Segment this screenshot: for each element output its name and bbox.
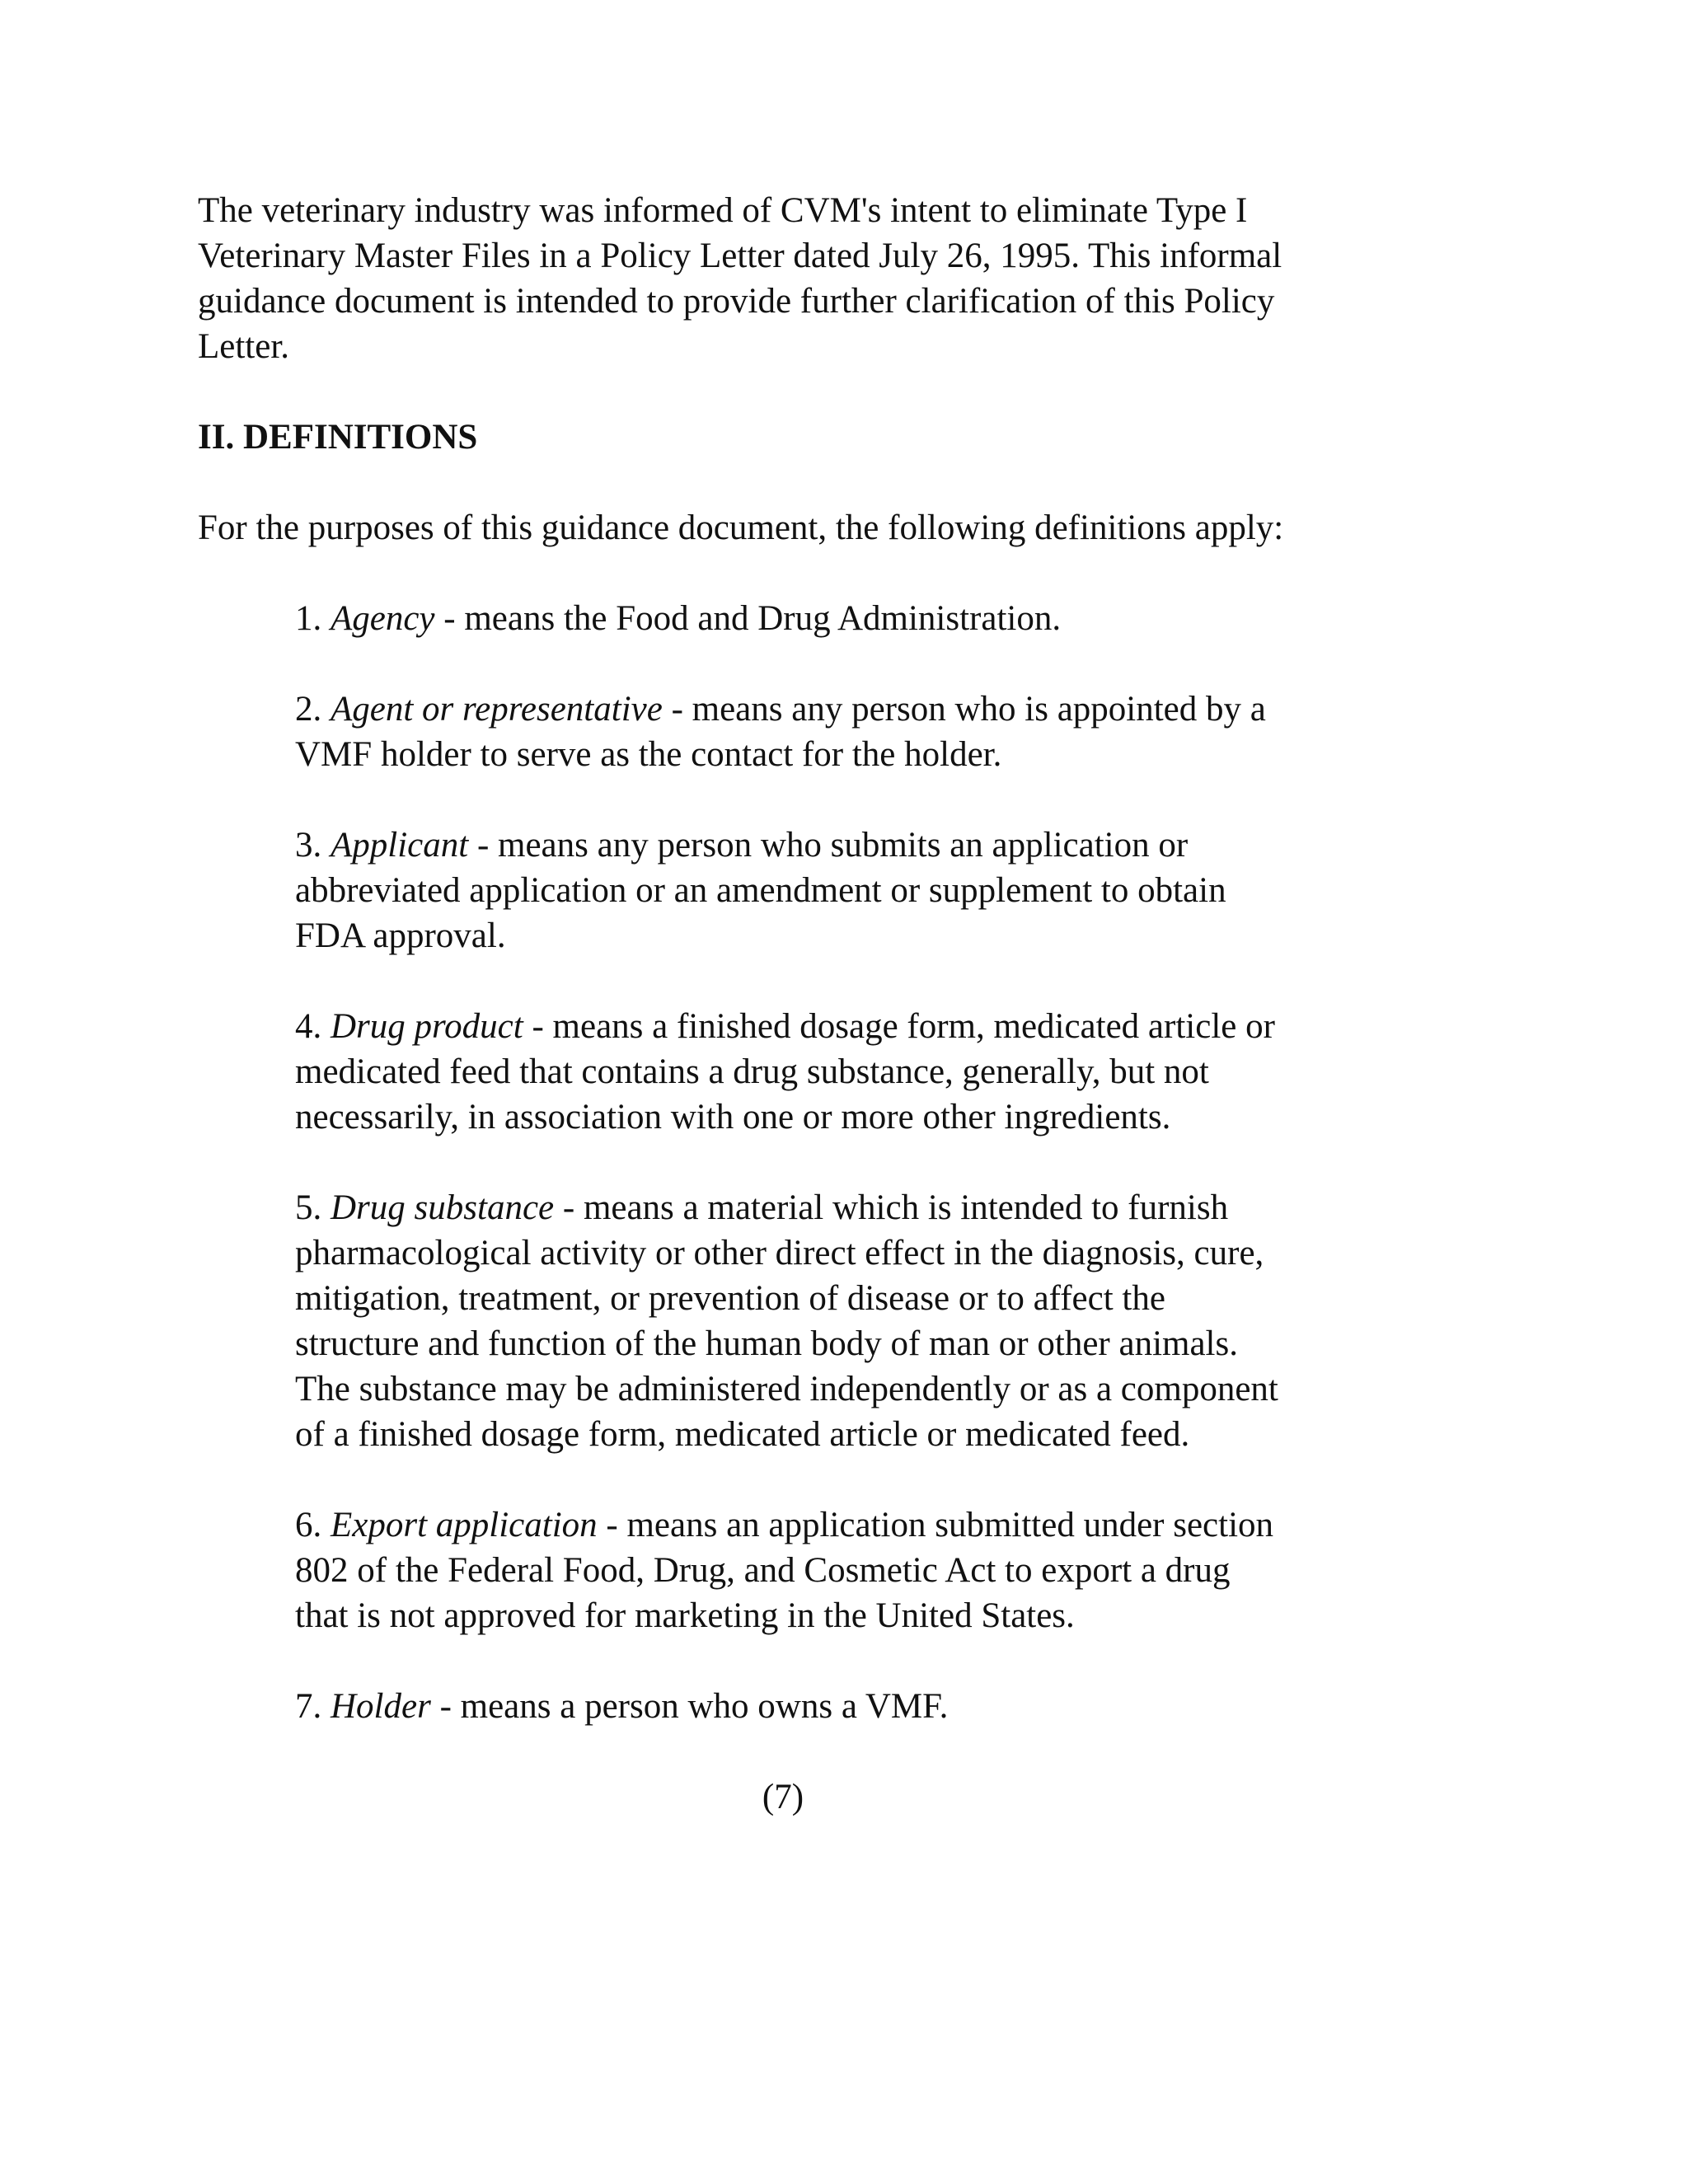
definition-term: Drug substance bbox=[331, 1188, 555, 1227]
definition-number: 6. bbox=[295, 1506, 331, 1544]
definition-text: - means the Food and Drug Administration. bbox=[434, 599, 1062, 638]
definition-number: 3. bbox=[295, 826, 331, 865]
definition-number: 2. bbox=[295, 690, 331, 729]
definition-item bbox=[295, 1502, 1449, 1638]
definition-term: Applicant bbox=[331, 826, 469, 865]
definition-item bbox=[295, 823, 1449, 958]
definition-text: - means an application submitted under section 802 of the Federal Food, Drug, and Cosmetic Act to export a drug that is not approved for marketing in the United States. bbox=[295, 1506, 1274, 1635]
definition-item bbox=[295, 1004, 1449, 1140]
definition-term: Agency bbox=[331, 599, 435, 638]
definition-item bbox=[295, 596, 1449, 641]
definition-term: Agent or representative bbox=[331, 690, 663, 729]
section-heading: II. DEFINITIONS bbox=[198, 418, 478, 457]
definition-term: Export application bbox=[331, 1506, 598, 1544]
intro-paragraph: The veterinary industry was informed of CVM's intent to eliminate Type I Veterinary Master Files in a Policy Letter dated July 26, 1995. This informal guidance document is intended to provide further clarification of this Policy Letter. bbox=[198, 191, 1282, 366]
definition-item bbox=[295, 1185, 1449, 1457]
definition-term: Drug product bbox=[331, 1007, 523, 1046]
definition-number: 5. bbox=[295, 1188, 331, 1227]
definition-text: - means any person who is appointed by a VMF holder to serve as the contact for the holder. bbox=[295, 690, 1266, 774]
definition-number: 4. bbox=[295, 1007, 331, 1046]
definition-number: 1. bbox=[295, 599, 331, 638]
definition-item bbox=[295, 687, 1449, 777]
definition-term: Holder bbox=[331, 1687, 431, 1726]
definition-text: - means a finished dosage form, medicated article or medicated feed that contains a drug substance, generally, but not necessarily, in association with one or more other ingredients. bbox=[295, 1007, 1275, 1137]
page-number: (7) bbox=[762, 1778, 804, 1816]
definitions-lead-sentence: For the purposes of this guidance document, the following definitions apply: bbox=[198, 509, 1284, 547]
definition-text: - means a material which is intended to furnish pharmacological activity or other direct effect in the diagnosis, cure, mitigation, treatment, or prevention of disease or to affect the structure and function of the human body of man or other animals. The substance may be administered independently or as a component of a finished dosage form, medicated article or medicated feed. bbox=[295, 1188, 1278, 1454]
definition-text: - means any person who submits an application or abbreviated application or an amendment or supplement to obtain FDA approval. bbox=[295, 826, 1226, 955]
definition-number: 7. bbox=[295, 1687, 331, 1726]
definition-text: - means a person who owns a VMF. bbox=[430, 1687, 949, 1726]
definition-item bbox=[295, 1684, 1449, 1729]
